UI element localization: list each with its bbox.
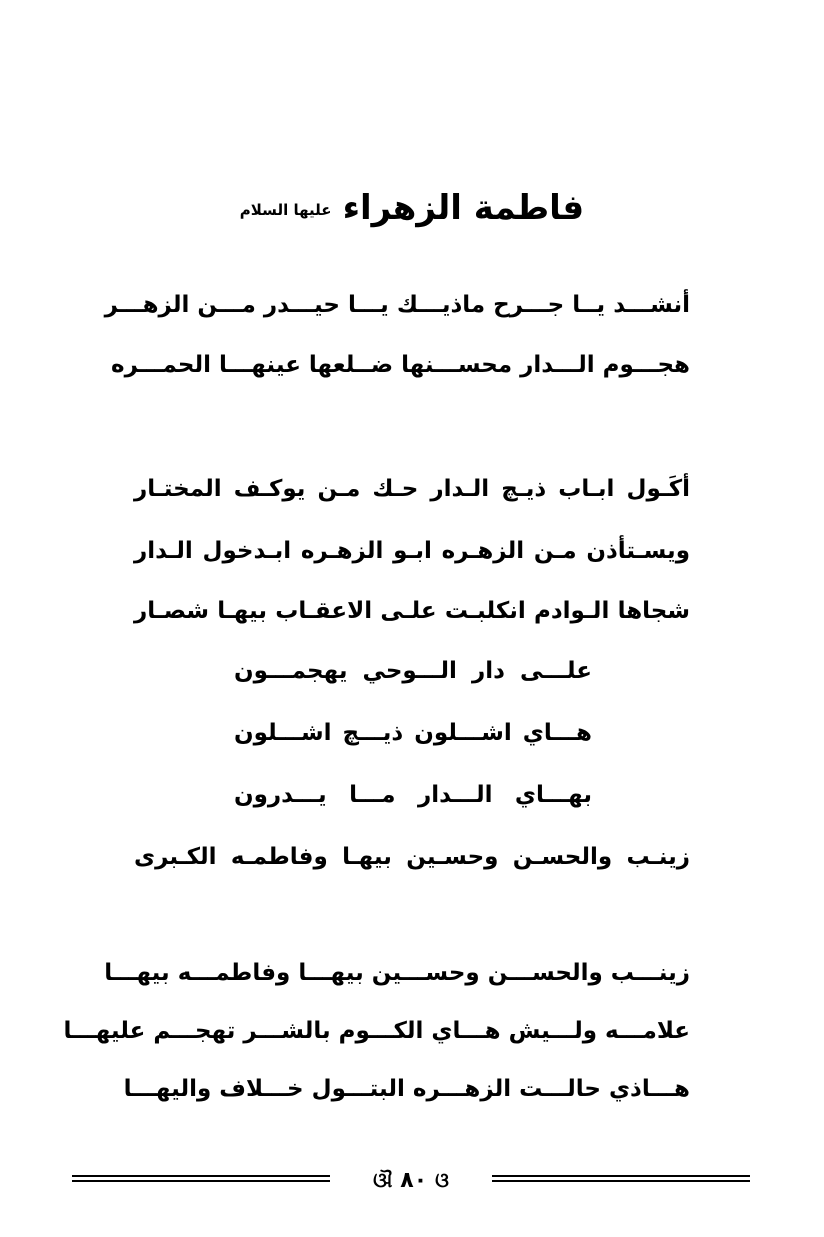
poem-title: فاطمة الزهراء	[342, 188, 585, 228]
verse-line: هجـــوم الـــدار محســـنها ضــلعها عينهـــا الحمـــره	[111, 352, 690, 378]
poem-title-block	[0, 188, 824, 228]
footer-rule-left	[72, 1175, 330, 1182]
footer-rule-right	[492, 1175, 750, 1182]
honorific-mark: عليها السلام	[239, 201, 332, 219]
page-footer	[0, 1166, 824, 1196]
ornament-left-icon: ଔ	[373, 1168, 393, 1192]
verse-line: أنشـــد يــا جـــرح ماذيـــك يـــا حيـــدر مـــن الزهـــر	[104, 292, 690, 318]
verse-line: زينـب والحسـن وحسـين بيهـا وفاطمـه الكـبرى	[134, 844, 690, 870]
refrain-line: هـــاي اشـــلون ذيـــچ اشـــلون	[234, 720, 592, 746]
verse-line: علامـــه ولـــيش هـــاي الكـــوم بالشـــر تهجـــم عليهـــا	[63, 1018, 690, 1044]
verse-line: هـــاذي حالـــت الزهـــره البتـــول خـــلاف واليهـــا	[123, 1076, 690, 1102]
page-number: ٨٠	[400, 1168, 428, 1193]
refrain-line: بهـــاي الـــدار مـــا يـــدرون	[234, 782, 592, 808]
ornament-right-icon: ଓ	[435, 1168, 449, 1192]
verse-line: شجاها الـوادم انكلبـت علـى الاعقـاب بيهـا شصـار	[134, 598, 690, 624]
verse-line: أكَـول ابـاب ذيـچ الـدار حـك مـن يوكـف المختـار	[134, 476, 690, 502]
verse-line: ويسـتأذن مـن الزهـره ابـو الزهـره ابـدخول الـدار	[134, 538, 690, 564]
page-number-block	[330, 1166, 492, 1195]
refrain-line: علـــى دار الـــوحي يهجمـــون	[234, 658, 592, 684]
verse-line: زينـــب والحســـن وحســـين بيهـــا وفاطمـــه بيهـــا	[104, 960, 690, 986]
